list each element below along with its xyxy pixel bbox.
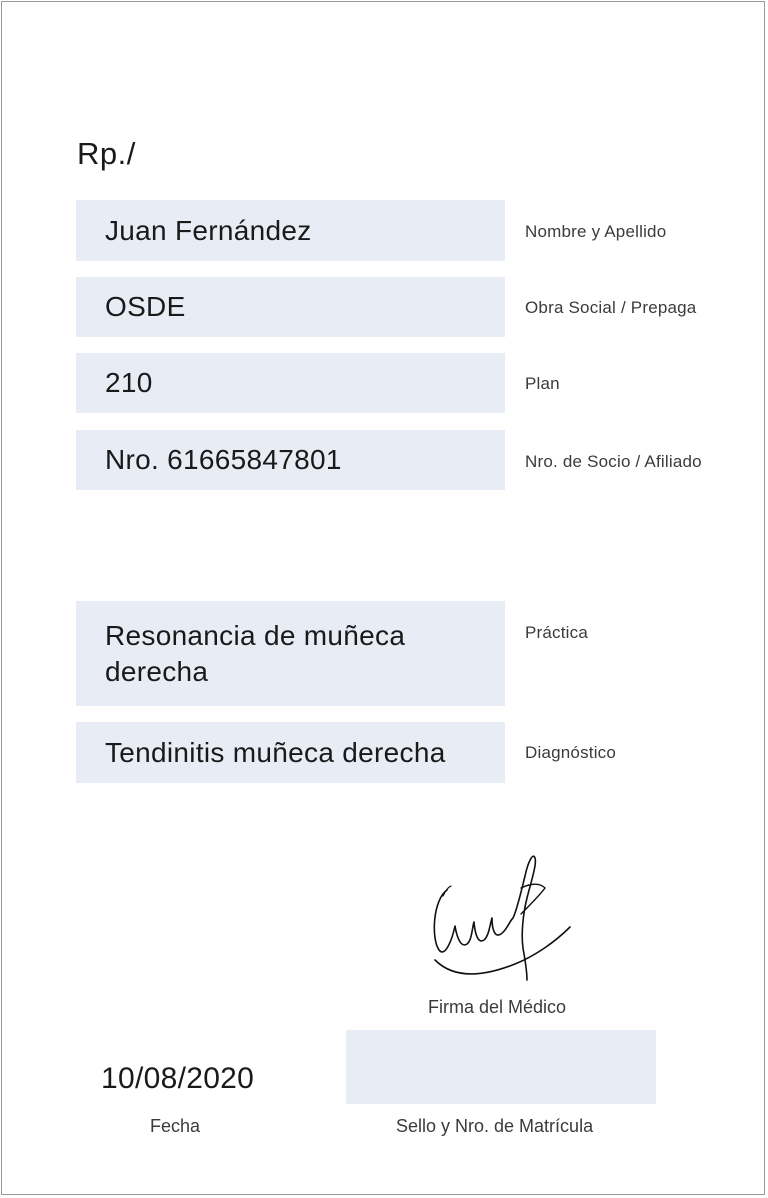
stamp-box — [346, 1030, 656, 1104]
diagnosis-field — [76, 722, 505, 783]
date-label: Fecha — [150, 1116, 201, 1136]
practice-value-line2: derecha — [105, 656, 209, 687]
plan-label: Plan — [525, 374, 560, 393]
stamp-label: Sello y Nro. de Matrícula — [396, 1116, 594, 1136]
member-number-value: Nro. 61665847801 — [105, 444, 342, 475]
diagnosis-label: Diagnóstico — [525, 743, 617, 762]
date-value: 10/08/2020 — [101, 1062, 255, 1095]
patient-name-label: Nombre y Apellido — [525, 222, 667, 241]
doctor-signature — [425, 852, 585, 987]
insurer-field — [76, 277, 505, 337]
patient-name-value: Juan Fernández — [105, 214, 312, 246]
member-number-label: Nro. de Socio / Afiliado — [525, 452, 702, 471]
member-number-field — [76, 430, 505, 490]
practice-field — [76, 601, 505, 706]
insurer-label: Obra Social / Prepaga — [525, 298, 697, 317]
signature-label: Firma del Médico — [428, 997, 567, 1017]
practice-label: Práctica — [525, 623, 589, 642]
plan-value: 210 — [105, 367, 153, 398]
plan-field — [76, 353, 505, 413]
patient-name-field — [76, 200, 505, 261]
rp-heading: Rp./ — [77, 136, 136, 171]
insurer-value: OSDE — [105, 291, 186, 322]
practice-value-line1: Resonancia de muñeca — [105, 620, 406, 651]
prescription-frame — [1, 1, 765, 1195]
diagnosis-value: Tendinitis muñeca derecha — [105, 736, 446, 768]
